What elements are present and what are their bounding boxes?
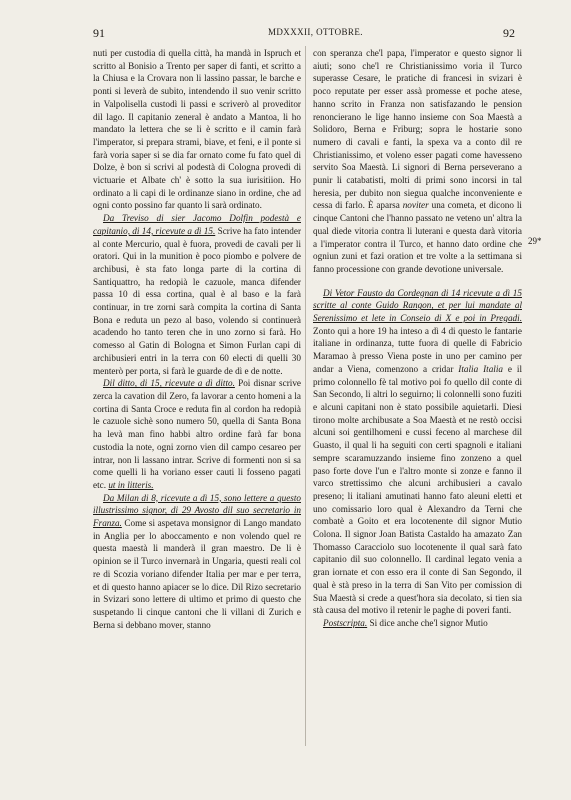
- column-divider: [305, 46, 306, 746]
- entry-body: Poi disnar scrive zerca la cavation dil Zero, fa lavorar a cento homeni a la cortina di Santa Croce e reduta fin al cordon ha redopià le cazuole sichè sono numero 50, quella di Santa Bona ha levà man fino habbi altro ordine farà far bona custodia la note, ogni zorno vien dil campo cesareo per intrar, non li lassano intrar. Scrive di formenti non si sa come quelli li ha voriano esser cauti li fosseno pagati etc.: [93, 378, 301, 490]
- paragraph: [313, 287, 522, 617]
- running-title: MDXXXII, OTTOBRE.: [268, 27, 363, 37]
- entry-body: Zonto qui a hore 19 ha inteso a dì 4 di questo le fantarie italiane in ordinanza, tutte fuora di quelle di Fabricio Maramao à presso Viena poste in uno per camino per andar a Viena, comenzono a cridar: [313, 325, 522, 374]
- page-number-right: 92: [503, 26, 515, 40]
- paragraph: [313, 617, 522, 630]
- entry-heading: Postscripta.: [323, 617, 368, 628]
- paragraph: [93, 212, 301, 377]
- paragraph: [93, 492, 301, 632]
- entry-heading: Da Treviso di sier Jacomo Dolfin podestà e capitanio, di 14, ricevute a dì 15.: [93, 213, 301, 236]
- italic-phrase: Italia Italia: [458, 363, 503, 374]
- entry-body: e il primo colonnello fè tal motivo poi fo quello dil conte di San Secondo, li altri lo seguirno; li colonnelli sono fuziti e alcuni capitani non è stato possibile aquietarli. Diesi tirono molte archibusate a Soa Maestà et ne restò occisi alcuni soi gentilhomeni e cussi feceno al marchese dil Guasto, il qual li ha seguiti con certi spagnoli e italiani sempre scaramuzzando insieme fino zonzeno a quel paso forte dove l'un e l'altro monte si zonze e fanno il varco strettissimo che alcuni archibusieri a cavalo preseno; li italiani amutinati hanno fato aleuni eletti et uno comissario loro qual è Alexandro da Terni che combatè a Goito et era locotenente dil signor Mutio Colona. Il signor Joan Batista Castaldo ha amazato Zan Thomasso Caracciolo suo locotenente il qual sarà fato capitanio dil suo colonnello. Il cardinal legato venia a gran iornate et con esso era il conte di San Segondo, il qual è stà preso in la terra di San Vito per comission di Sua Maestà si crede a quest'hora sia decolato, si tien sia stà causa del motivo il retenir le paghe di poveri fanti.: [313, 363, 522, 616]
- left-column: [93, 47, 301, 631]
- entry-body: Si dice anche che'l signor Mutio: [369, 617, 488, 628]
- margin-note: 29*: [528, 236, 542, 246]
- entry-body: Scrive ha fato intender al conte Mercurio, qual è fuora, provedi de cavali per li oratori. Qui in la munition è poco piombo e polvere de archibusi, è sta fato longa parte di la cortina di Santiquattro, ha redopià le cazuole, manca difender passa 10 di essa cortina, qual è al baso e la farà continuar, in tre zorni sarà compita la cortina di Santa Bona e reduta un pezo al baso, volendo si continuerà acadendo ho tanto teren che in uno zorno si farà. Ho comesso al Gatin di Bologna et Simon Furlan capi di archibusieri entri in la terra con 60 electi di quelli 30 menterò per porta, si farà le guarde de dì e de notte.: [93, 225, 302, 376]
- entry-heading: Da Milan di 8, ricevute a dì 15, sono lettere a questo illustrissimo signor, di 29 Avosto dil suo secretario in Franza.: [93, 492, 301, 529]
- entry-body: Come si aspetava monsignor di Lango mandato in Anglia per lo aboccamento e non volendo quel re questa maestà li manderà il gran maestro. De li è opinion se il Turco invernarà in Ungaria, questi reali col re di Scozia voriano difender Italia per mar e per terra, et di questo hanno apiacer se lo dice. Dil Rizo secretario in Svizari sono lettere di ultimo et primo di questo che suspetando li cinque cantoni che li villani di Zurich e Berna si debbano mover, stanno: [93, 518, 301, 630]
- entry-heading: Dil ditto, di 15, ricevute a dì ditto.: [103, 378, 235, 389]
- running-header: [90, 26, 515, 42]
- right-column: [313, 47, 522, 630]
- entry-heading: Di Vetor Fausto da Cordegnan di 14 ricevute a dì 15 scritte al conte Guido Rangon, et per lui mandate al Serenissimo et lete in Conseio di X e poi in Pregadi.: [313, 287, 522, 324]
- entry-body: con speranza che'l papa, l'imperator e questo signor li aiuti; sono che'l re Christianissimo voria il Turco superasse Cesare, le pratiche di francesi in svizari è poco reputate per esser assà promesse et poche atese, hanno scrito in Franza non satisfazando le pension renoncierano le lige hanno insieme con Soa Maestà a Solidoro, Berna e Friburg; sopra le hostarie sono numero di cavali e fanti, la spexa va a conto dil re Christianissimo, et voleno esser pagati come havesseno servito Soa Maestà. Li signori di Berna perseverano a punir li catabatisti, molti di primi sono incorsi in tal heresia, per dubito non siegua qualche inconveniente e cessa di farlo. È aparsa: [313, 48, 522, 211]
- italic-word: noviter: [402, 200, 429, 211]
- paragraph: [313, 47, 522, 276]
- entry-body: una cometa, et dicono li cinque Cantoni che l'hanno passato ne veteno un' altra la qual diede vitoria contra li luterani e questa darà vitoria a l'imperator contra il Turco, et hanno dato ordine che ogniun zuni et fazi oration et tre volte a la settimana si fanno processione con grande devotione universale.: [313, 200, 522, 274]
- paragraph: [93, 377, 301, 491]
- entry-closing: ut in litteris.: [108, 479, 154, 490]
- page-number-left: 91: [93, 26, 105, 40]
- paragraph: nuti per custodia di quella città, ha mandà in Ispruch et scritto al Bonisio a Trento per saper di fanti, et scritto a la Chiusa e la Crovara non li lassino passar, le barche e ponti si leverà de subito, intendendo il suo venir scritto in Valpolisella custodì li passi e scriverò al proveditor dil lago. Il capitanio zeneral è andato a Mantoa, li ho mandato la lettera che se li è scritto e il camin farà l'imperator, si prepara strami, biave, et feni, e il ponte si farà voria saper si se dia far ornato come fu fato quel di Dolze, è bon si scrivi al podestà di Cologna provedi di victuarie et Albate ch' è sotto la sua iurisitiion. Ho ordinato a li capi di le ordinanze siano in ordine, che ad ogni conto possino far quanto li sarà ordinato.: [93, 48, 301, 211]
